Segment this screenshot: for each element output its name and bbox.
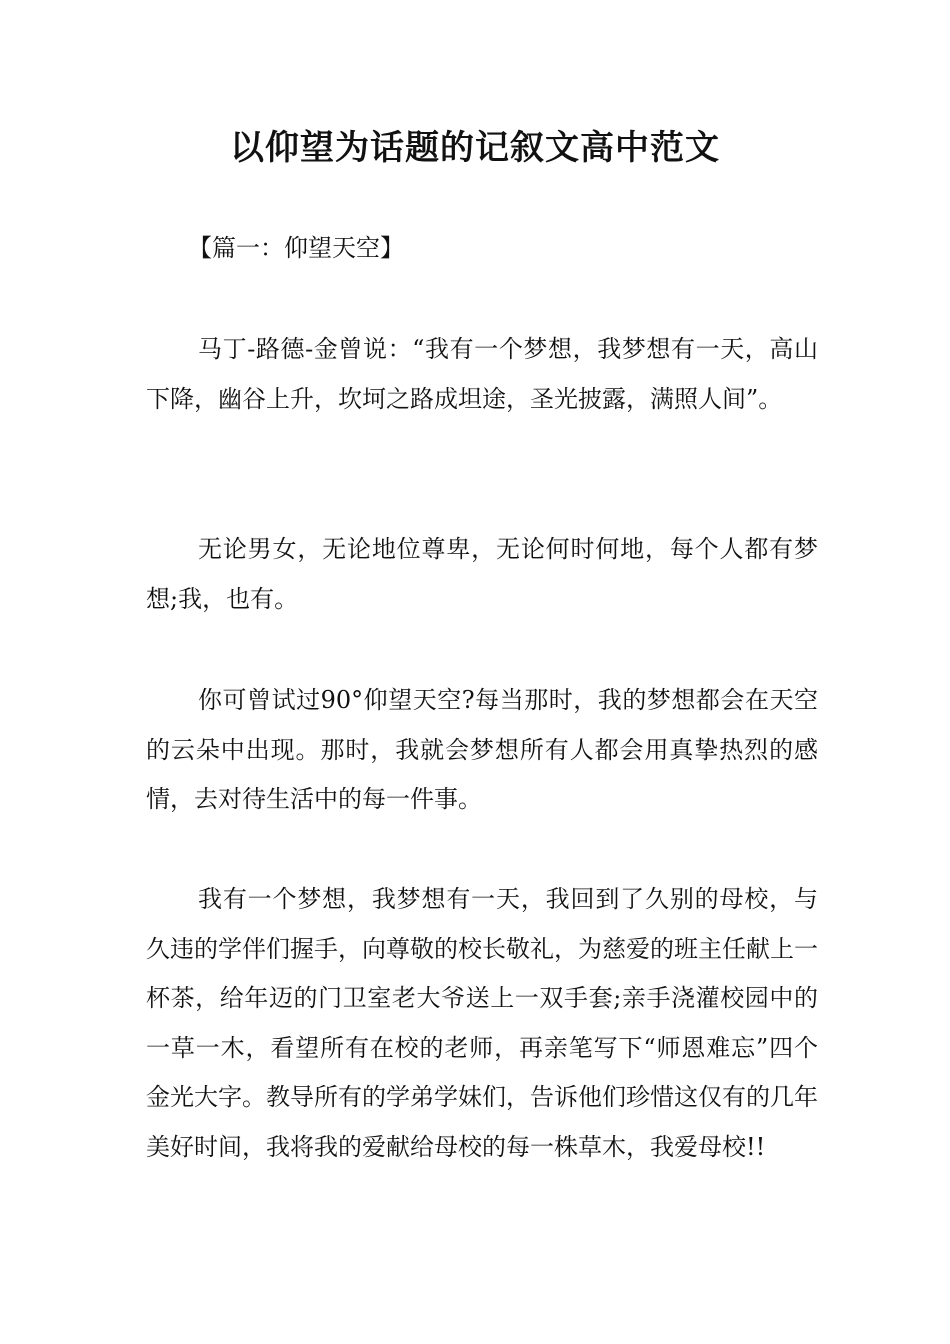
paragraph-1: 马丁-路德-金曾说：“我有一个梦想，我梦想有一天，高山下降，幽谷上升，坎坷之路成坦途，圣光披露，满照人间”。 [146, 335, 818, 413]
paragraph-2: 无论男女，无论地位尊卑，无论何时何地，每个人都有梦想;我，也有。 [146, 535, 818, 613]
paragraph-4: 我有一个梦想，我梦想有一天，我回到了久别的母校，与久违的学伴们握手，向尊敬的校长敬礼，为慈爱的班主任献上一杯茶，给年迈的门卫室老大爷送上一双手套;亲手浇灌校园中的一草一木，看望所有在校的老师，再亲笔写下“师恩难忘”四个金光大字。教导所有的学弟学妹们，告诉他们珍惜这仅有的几年美好时间，我将我的爱献给母校的每一株草木，我爱母校!! [146, 885, 818, 1161]
document-title: 以仰望为话题的记叙文高中范文 [230, 128, 720, 168]
paragraph-3: 你可曾试过90°仰望天空?每当那时，我的梦想都会在天空的云朵中出现。那时，我就会梦想所有人都会用真挚热烈的感情，去对待生活中的每一件事。 [146, 686, 818, 813]
section-heading: 【篇一：仰望天空】 [188, 234, 404, 262]
